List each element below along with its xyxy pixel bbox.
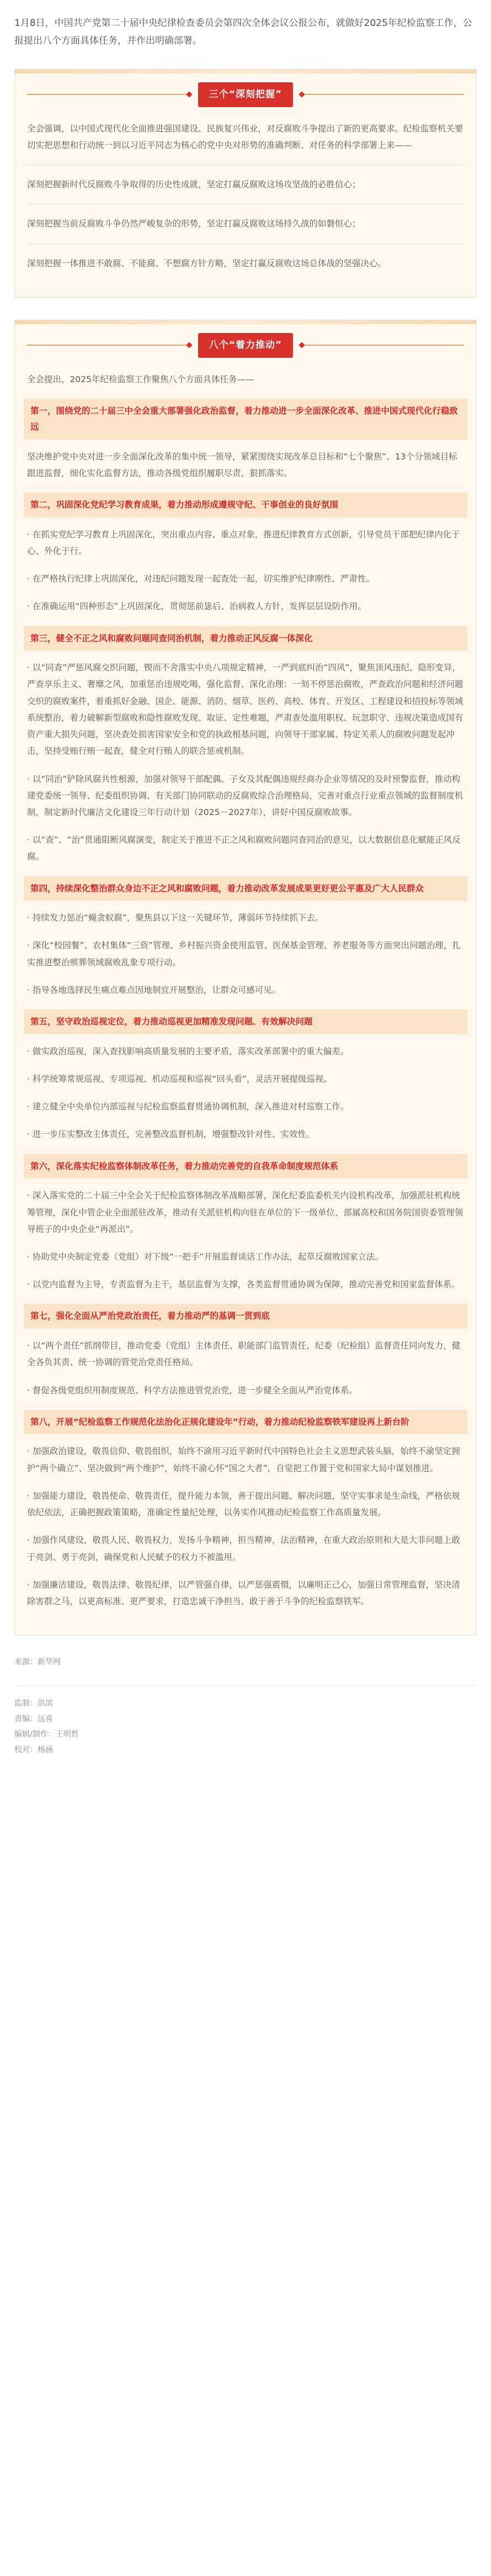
topic-5-para-4: · 进一步压实整改主体责任，完善整改监督机制，增强整改针对性、实效性。 [27,1129,315,1140]
topic-title-7: 第七，强化全面从严治党政治责任，着力推动严的基调一贯到底 [24,1304,467,1329]
topic-6-para-1: · 深入落实党的二十届三中全会关于纪检监察体制改革战略部署，深化纪委监委机关内设机构改革，加强派驻机构统筹管理，深化中管企业全面派驻改革，推动有关派驻机构向驻在单位的下一级单位、部属高校和国务院国资委管理领导班子的中央企业“再派出”。 [27,1191,463,1234]
article-footer [14,1654,477,1758]
topic-2-para-3: · 在准确运用“四种形态”上巩固深化，贯彻惩前毖后、治病救人方针，发挥层层设防作用。 [27,601,366,612]
topic-7-para-2: · 督促各级党组织用制度规范、科学方法推进管党治党，进一步健全全面从严治党体系。 [27,1385,357,1395]
topic-5-para-3: · 建立健全中央单位内部巡视与纪检监察监督贯通协调机制，深入推进对村巡察工作。 [27,1102,349,1112]
topic-7-para-1: · 以“两个责任”抓纲带目，推动党委（党组）主体责任、职能部门监管责任、纪委（纪检组）监督责任同向发力，健全各负其责、统一协调的管党治党责任格局。 [27,1341,461,1368]
grasp-point-3: 深刻把握一体推进不敢腐、不能腐、不想腐方针方略，坚定打赢反腐败这场总体战的坚强决心。 [27,258,387,268]
source-line: 来源：新华网 [14,1658,61,1667]
topic-title-1: 第一，围绕党的二十届三中全会重大部署强化政治监督，着力推动进一步全面深化改革、推进中国式现代化行稳致远 [24,399,467,439]
topic-title-8: 第八，开展“纪检监察工作规范化法治化正规化建设年”行动，着力推动纪检监察铁军建设再上新台阶 [24,1410,467,1435]
header-rule-left [27,94,190,95]
credit-supervisor: 监制：洪滨 [14,1699,53,1708]
topic-5-para-1: · 做实政治巡视，深入查找影响高质量发展的主要矛盾，落实改革部署中的重大偏差。 [27,1046,349,1056]
topic-2-para-1: · 在抓实党纪学习教育上巩固深化，突出重点内容、重点对象，推进纪律教育方式创新，引导党员干部把纪律内化于心、外化于行。 [27,529,460,556]
grasp-point-2: 深刻把握当前反腐败斗争仍然严峻复杂的形势，坚定打赢反腐败这场持久战的如磐恒心； [27,219,361,229]
section-three-grasp [14,69,477,298]
section-badge: 八个“着力推动” [198,333,293,358]
credit-proofreader: 校对：杨涵 [14,1745,53,1755]
grasp-point-1: 深刻把握新时代反腐败斗争取得的历史性成就，坚定打赢反腐败这场攻坚战的必胜信心； [27,179,361,190]
topic-1-para-1: 坚决维护党中央对进一步全面深化改革的集中统一领导，紧紧围绕实现改革总目标和“七个聚焦”、13个分领域目标跟进监督，细化实化监督方法，推动各级党组织履职尽责、狠抓落实。 [27,451,457,478]
topic-title-6: 第六，深化落实纪检监察体制改革任务，着力推动完善党的自我革命制度规范体系 [24,1154,467,1179]
header-rule-right [301,345,464,346]
panel-top-strip [15,320,476,324]
section-badge: 三个“深刻把握” [198,82,293,107]
topic-title-4: 第四，持续深化整治群众身边不正之风和腐败问题，着力推动改革发展成果更好更公平惠及广大人民群众 [24,876,467,901]
section-header [27,73,464,120]
topic-3-para-1: · 以“同查”严惩风腐交织问题，锲而不舍落实中央八项规定精神，一严到底纠治“四风”，聚焦顶风违纪、隐形变异，严查享乐主义、奢靡之风，加重惩治违规吃喝，强化监督、深化治理：一刻不停惩治腐败，严查政治问题和经济问题交织的腐败案件，着重抓好金融、国企、能源、消防、烟草、医药、高校、体育、开发区、工程建设和招投标等领域系统整治，着力破解新型腐败和隐性腐败发现、取证、定性难题，严肃查处滥用职权、玩忽职守、违规决策造成国有资产重大损失问题，坚决查处损害国家安全和党的执政根基问题，向领导干部家属、特定关系人的腐败问题发起冲击，坚持受贿行贿一起查，健全对行贿人的联合惩戒机制。 [27,663,463,757]
topic-4-para-2: · 深化“校园餐”、农村集体“三资”管理、乡村振兴资金使用监管、医保基金管理、养老服务等方面突出问题治理，扎实推进整治殡葬领域腐败乱象专项行动。 [27,940,461,967]
topic-3-para-2: · 以“同治”铲除风腐共性根源，加强对领导干部配偶、子女及其配偶违规经商办企业等情况的及时预警监督，推动构建党委统一领导、纪委组织协调、有关部门协同联动的反腐败综合治理格局，完善对重点行业重点领域的监督制度机制，制定新时代廉洁文化建设三年行动计划（2025－2027年），讲好中国反腐败故事。 [27,774,463,817]
topic-4-para-1: · 持续发力惩治“蝇贪蚁腐”，聚焦县以下这一关键环节，薄弱环节持续抓下去。 [27,913,324,923]
topic-5-para-2: · 科学统筹常规巡视、专项巡视、机动巡视和巡视“回头看”，灵活开展提级巡视。 [27,1074,332,1085]
topic-8-para-2: · 加强能力建设，敬畏使命、敬畏责任，提升能力本领，善于提出问题、解决问题，坚守实事求是生命线，严格依规依纪依法，正确把握政策策略，准确定性量纪处理，以务实作风推动纪检监察工作高质量发展。 [27,1490,460,1518]
topic-3-para-3: · 以“查”、“治”贯通阻断风腐演变，制定关于推进不正之风和腐败问题同查同治的意见，以大数据信息化赋能正风反腐。 [27,835,461,862]
topic-2-para-2: · 在严格执行纪律上巩固深化，对违纪问题发现一起查处一起，切实维护纪律刚性、严肃性。 [27,574,375,584]
topic-6-para-2: · 协助党中央制定党委（党组）对下级“一把手”开展监督谈话工作办法，起草反腐败国家立法。 [27,1252,383,1262]
section-lead: 全会强调，以中国式现代化全面推进强国建设、民族复兴伟业，对反腐败斗争提出了新的更高要求。纪检监察机关要切实把思想和行动统一到以习近平同志为核心的党中央对形势的准确判断、对任务的科学部署上来—— [27,123,463,150]
credit-editor-producer: 编辑/制作：王明哲 [14,1730,79,1739]
topic-4-para-3: · 指导各地选择民生痛点难点因地制宜开展整治，让群众可感可见。 [27,985,281,995]
intro-paragraph: 1月8日，中国共产党第二十届中央纪律检查委员会第四次全体会议公报公布，就做好2025年纪检监察工作，公报提出八个方面具体任务，并作出明确部署。 [14,18,472,47]
header-rule-left [27,345,190,346]
section-lead: 全会提出，2025年纪检监察工作聚焦八个方面具体任务—— [27,374,254,384]
topic-8-para-1: · 加强政治建设，敬畏信仰、敬畏组织，始终不渝用习近平新时代中国特色社会主义思想武装头脑，始终不渝坚定拥护“两个确立”、坚决做到“两个维护”，始终不渝心怀“国之大者”，自觉把工作置于党和国家大局中谋划推进。 [27,1446,460,1473]
header-rule-right [301,94,464,95]
panel-top-strip [15,70,476,73]
topic-8-para-4: · 加强廉洁建设，敬畏法律、敬畏纪律，以严管强自律，以严惩强震慑，以廉明正己心，加强日常管理监督，坚决清除害群之马，以更高标准、更严要求，打造忠诚干净担当、敢于善于斗争的纪检监察铁军。 [27,1579,460,1606]
topic-8-para-3: · 加强作风建设，敬畏人民、敬畏权力，发扬斗争精神，担当精神，法治精神，在重大政治原则和大是大非问题上敢于亮剑、勇于亮剑，确保党和人民赋予的权力不被滥用。 [27,1535,460,1562]
section-header [27,324,464,371]
topic-title-2: 第二，巩固深化党纪学习教育成果，着力推动形成遵规守纪、干事创业的良好氛围 [24,493,467,517]
topic-title-3: 第三，健全不正之风和腐败问题同查同治机制，着力推动正风反腐一体深化 [24,626,467,651]
section-eight-promote [14,320,477,1636]
footer-divider [14,1685,477,1686]
topic-title-5: 第五，坚守政治巡视定位，着力推动巡视更加精准发现问题、有效解决问题 [24,1009,467,1034]
topic-6-para-3: · 以党内监督为主导，专责监督为主干，基层监督为支撑，各类监督贯通协调为保障，推动完善党和国家监督体系。 [27,1279,460,1290]
credit-editor-in-charge: 责编：远喜 [14,1715,53,1724]
